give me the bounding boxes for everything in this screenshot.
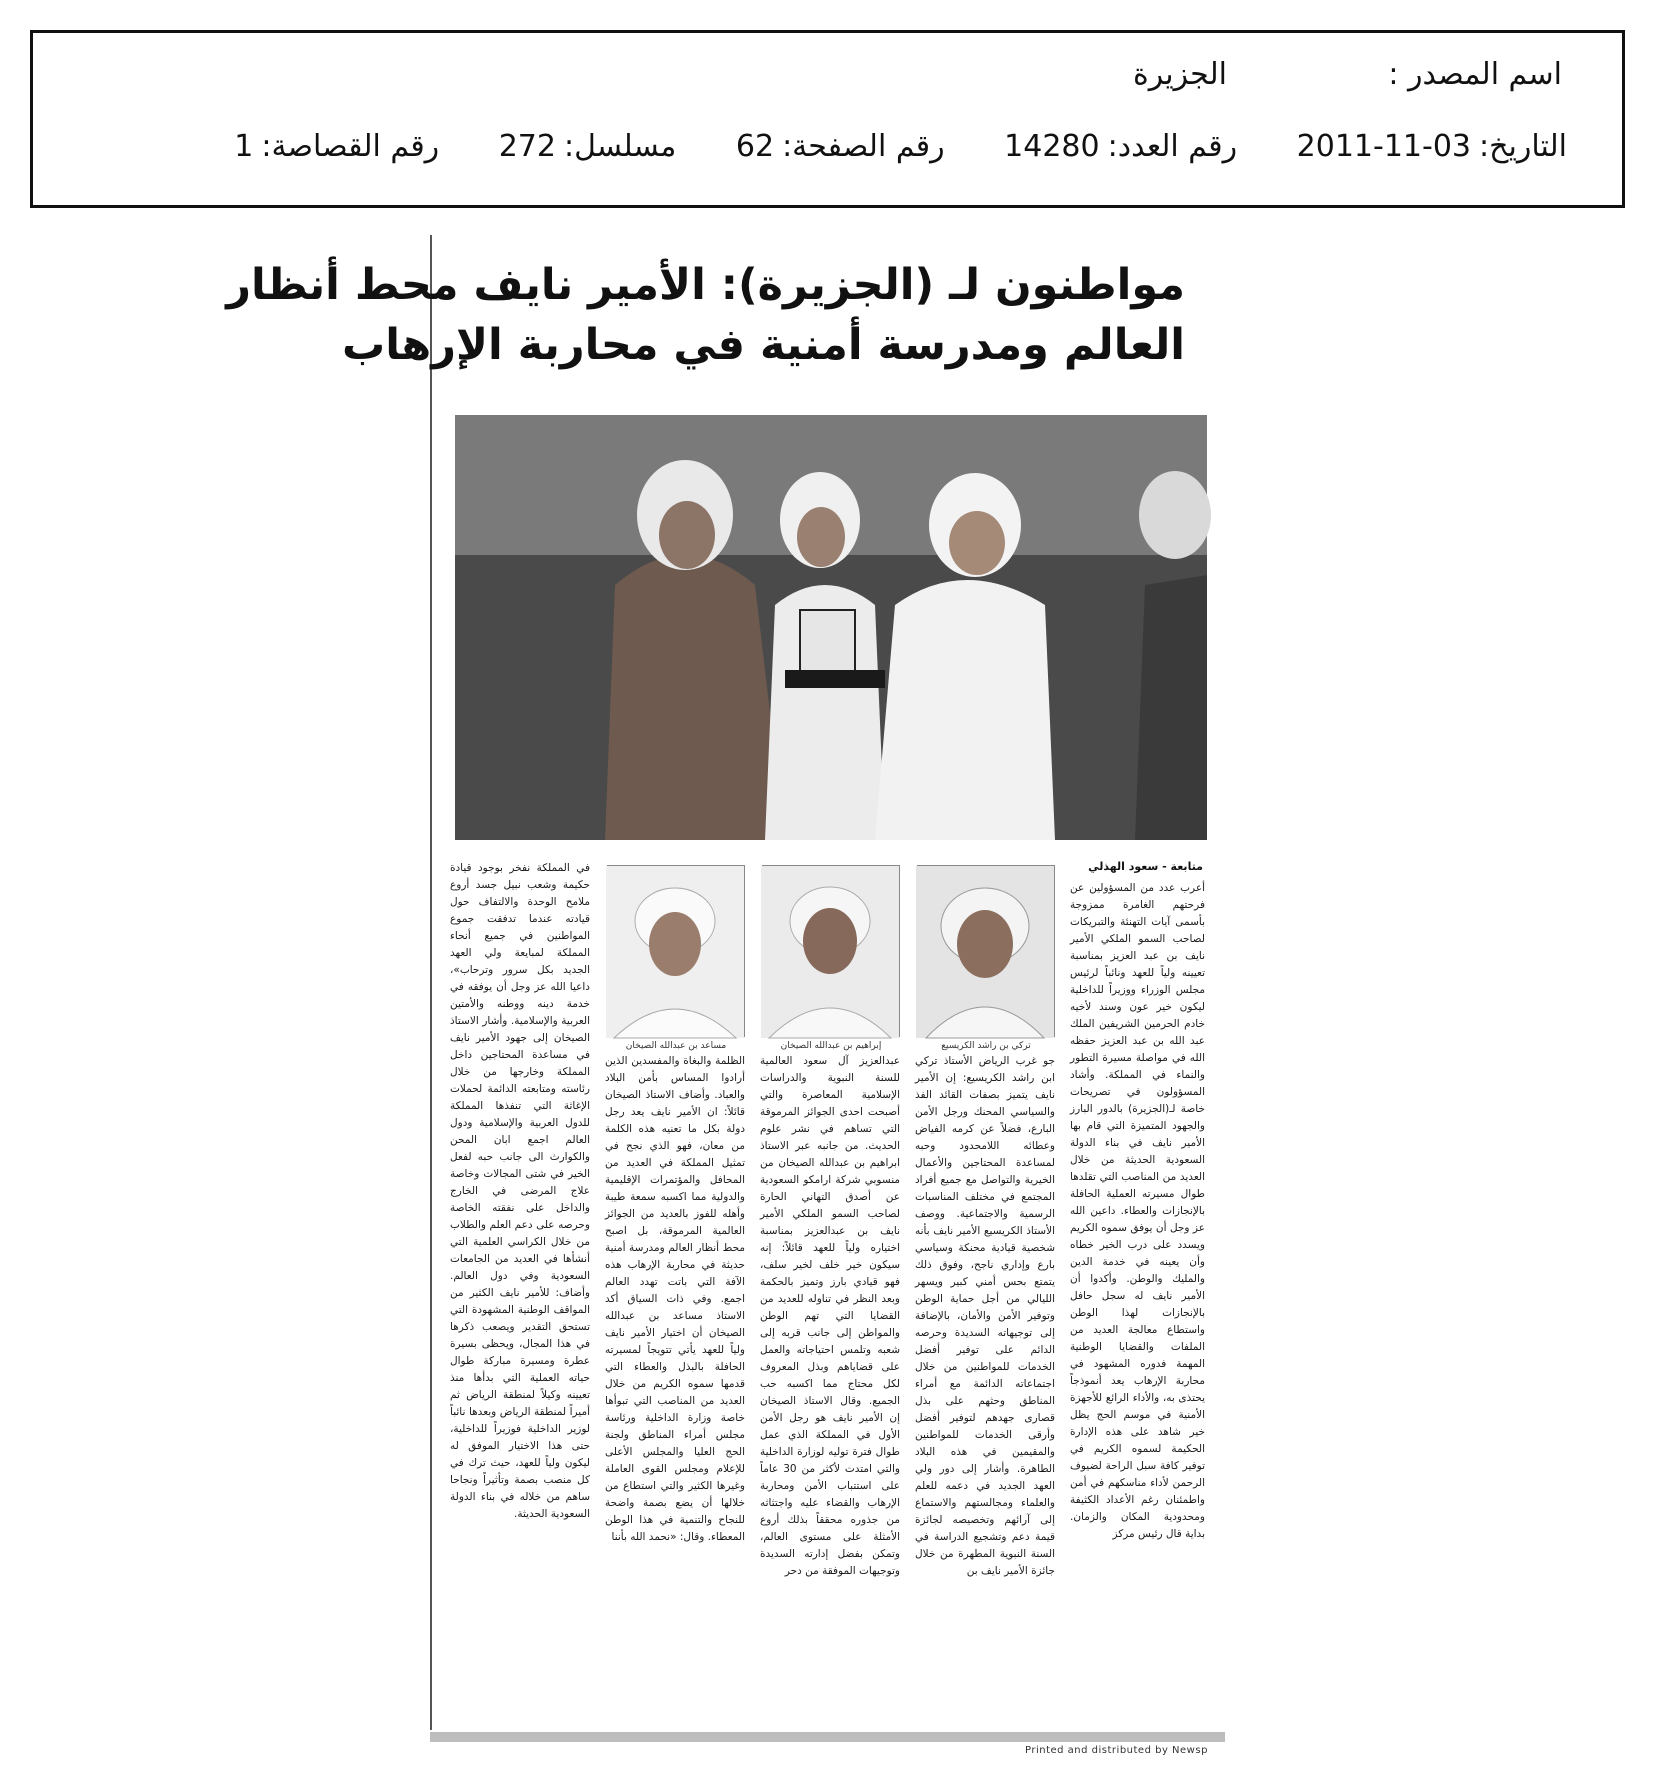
printed-by-note: Printed and distributed by Newsp — [1025, 1745, 1208, 1756]
article-column-2: جو غرب الرياض الأستاذ تركي ابن راشد الكريسيع: إن الأمير نايف يتميز بصفات القائد الفذ والسياسي المحنك ورجل الأمن البارع، فضلاً عن كرمه الفياض وعطائه اللامحدود وحبه لمساعدة المحتاجين والأعمال الخيرية والتواصل مع جميع أفراد المجتمع في مختلف المناسبات الرسمية والاجتماعية. ووصف الأستاذ الكريسيع الأمير نايف بأنه شخصية قيادية محنكة وسياسي بارع وإداري ناجح، وفوق ذلك يتمتع بحس أمني كبير ويسهر الليالي من أجل حماية الوطن وتوفير الأمن والأمان، بالإضافة إلى توجيهاته السديدة وحرصه الدائم على توفير أفضل الخدمات للمواطنين من خلال اجتماعاته الدائمة مع أمراء المناطق وحثهم على بذل قصارى جهدهم لتوفير أفضل وأرقى الخدمات للمواطنين والمقيمين في هذه البلاد الطاهرة. وأشار إلى دور ولي العهد الجديد في دعمه للعلم والعلماء ومجالستهم والاستماع إلى آرائهم وتخصيصه لجائزة قيمة دعم وتشجيع الدراسة في السنة النبوية المطهرة من خلال جائزة الأمير نايف بن — [915, 1055, 1055, 1577]
issue-label: رقم العدد: — [1107, 129, 1238, 164]
page-label: رقم الصفحة: — [782, 129, 945, 164]
issue-value: 14280 — [1004, 129, 1100, 164]
ceremony-photo-icon — [455, 415, 1207, 840]
main-photo — [455, 415, 1207, 840]
person-portrait-icon — [916, 866, 1054, 1038]
portrait-photo — [917, 865, 1055, 1037]
portrait-caption: إبراهيم بن عبدالله الصيخان — [780, 1041, 882, 1051]
headline-line-1: مواطنون لـ (الجزيرة): الأمير نايف محط أنظار — [226, 260, 1185, 310]
portrait-photo — [607, 865, 745, 1037]
date-label: التاريخ: — [1479, 129, 1567, 164]
article-byline: متابعة - سعود الهذلي — [1088, 860, 1203, 873]
clip-left-border — [430, 235, 432, 1730]
clip-number-value: 1 — [234, 129, 254, 164]
metadata-line — [234, 129, 1567, 164]
article-column-4: الظلمة والبغاة والمفسدين الذين أرادوا المساس بأمن البلاد والعباد. وأضاف الاستاذ الصيخان قائلاً: ان الأمير نايف يعد رجل دولة بكل ما تعنيه هذه الكلمة من معان، فهو الذي نجح في تمثيل المملكة في العديد من المحافل والمؤتمرات الإقليمية والدولية مما اكسبه سمعة طيبة وأهله للفوز بالعديد من الجوائز العالمية المرموقة، بل اصبح محط أنظار العالم ومدرسة أمنية حديثة في محاربة الإرهاب هذه الآفة التي باتت تهدد العالم اجمع. وفي ذات السياق أكد الاستاذ مساعد بن عبدالله الصيخان أن اختيار الأمير نايف ولياً للعهد يأتي تتويجاً لمسيرته الحافلة بالبذل والعطاء التي قدمها سموه الكريم من خلال العديد من المناصب التي تبوأها خاصة وزارة الداخلية ورئاسة مجلس أمراء المناطق ولجنة الحج العليا والمجلس الأعلى للإعلام ومجلس القوى العاملة وغيرها الكثير والتي استطاع من خلالها أن يضع بصمة واضحة للنجاح والتنمية في هذا الوطن المعطاء. وقال: «نحمد الله بأننا — [605, 1055, 745, 1543]
person-portrait-icon — [761, 866, 899, 1038]
article-headline — [226, 255, 1185, 375]
date-value: 2011-11-03 — [1296, 129, 1472, 164]
article-column-5: في المملكة نفخر بوجود قيادة حكيمة وشعب نبيل جسد أروع ملامح الوحدة والالتفاف حول قيادته عندما تدفقت جموع المواطنين في جميع أنحاء المملكة لمبايعة ولي العهد الجديد بكل سرور وترحاب»، داعيا الله عز وجل أن يوفقه في خدمة دينه ووطنه والأمتين العربية والإسلامية. وأشار الاستاذ الصيخان إلى جهود الأمير نايف في مساعدة المحتاجين داخل المملكة وخارجها من خلال رئاسته ومتابعته الدائمة لحملات الإغاثة التي تنفذها المملكة للدول العربية والإسلامية ودول العالم اجمع ابان المحن والكوارث الى جانب حبه لفعل الخير في شتى المجالات وخاصة علاج المرضى في الخارج والداخل على نفقته الخاصة وحرصه على دعم العلم والطلاب من خلال الكراسي العلمية التي أنشأها في العديد من الجامعات السعودية وفي دول العالم. وأضاف: للأمير نايف الكثير من المواقف الوطنية المشهودة التي تستحق التقدير ويصعب ذكرها في هذا المجال، ويحظى بسيرة عطرة ومسيرة مباركة طوال حياته العملية التي بدأها منذ تعيينه وكيلاً لمنطقة الرياض ثم أميراً لمنطقة الرياض وبعدها نائباً لوزير الداخلية فوزيراً للداخلية، حتى هذا الاختيار الموفق له ليكون ولياً للعهد، حيث ترك في كل منصب بصمة وتأثيراً ونجاحا ساهم من خلاله في بناء الدولة السعودية الحديثة. — [450, 862, 590, 1520]
source-value: الجزيرة — [1132, 57, 1227, 92]
serial-label: مسلسل: — [563, 129, 677, 164]
clip-number-label: رقم القصاصة: — [261, 129, 440, 164]
article-column-3: عبدالعزيز آل سعود العالمية للسنة النبوية والدراسات الإسلامية المعاصرة والتي أصبحت احدى الجوائز المرموقة التي تساهم في نشر علوم الحديث. من جانبه عبر الاستاذ ابراهيم بن عبدالله الصيخان من منسوبي شركة ارامكو السعودية عن أصدق التهاني الحارة لصاحب السمو الملكي الأمير نايف بن عبدالعزيز بمناسبة اختياره ولياً للعهد قائلاً: إنه سيكون خير خلف لخير سلف، فهو قيادي بارز وتميز بالحكمة وبعد النظر في تناوله للعديد من القضايا التي تهم الوطن والمواطن إلى جانب قربه إلى شعبه وتلمس احتياجاته والعمل على قضاياهم وبذل المعروف لكل محتاج مما اكسبه حب الجميع. وقال الاستاذ الصيخان إن الأمير نايف هو رجل الأمن الأول في المملكة الذي عمل طوال فترة توليه لوزارة الداخلية والتي امتدت لأكثر من 30 عاماً على استتباب الأمن ومحاربة الإرهاب والقضاء عليه واجتثاثه من جذوره محققاً بذلك أروع الأمثلة على مستوى العالم، وتمكن بفضل إدارته السديدة وتوجيهات الموفقة من دحر — [760, 1055, 900, 1577]
portrait-caption: تركي بن راشد الكريسيع — [941, 1041, 1031, 1051]
article-column-1: أعرب عدد من المسؤولين عن فرحتهم الغامرة ممزوجة بأسمى آيات التهنئة والتبريكات لصاحب السمو الملكي الأمير نايف بن عبد العزيز بمناسبة تعيينه ولياً للعهد ونائباً لرئيس مجلس الوزراء ووزيراً للداخلية ليكون خير عون وسند لأخيه خادم الحرمين الشريفين الملك عبد الله بن عبد العزيز حفظه الله في مواصلة مسيرة التطور والنماء في المملكة. وأشاد المسؤولون في تصريحات خاصة لـ(الجزيرة) بالدور البارز والجهود المتميزة التي قام بها الأمير نايف في بناء الدولة السعودية الحديثة من خلال العديد من المناصب التي تقلدها طوال مسيرته العملية الحافلة بالإنجازات والعطاء. داعين الله عز وجل أن يوفق سموه الكريم ويسدد على درب الخير خطاه وأن يعينه في خدمة الدين والمليك والوطن. وأكدوا أن الأمير نايف له سجل حافل بالإنجازات لهذا الوطن واستطاع معالجة العديد من الملفات والقضايا الوطنية المهمة فدوره المشهود في محاربة الإرهاب يعد أنموذجاً يحتذى به، والأداء الرائع للأجهزة الأمنية في موسم الحج يظل خير شاهد على هذه الإدارة الحكيمة لسموه الكريم في توفير كافة سبل الراحة لضيوف الرحمن لأداء مناسكهم في أمن واطمئنان رغم الأعداد الكثيفة ومحدودية المكان والزمان. بداية قال رئيس مركز — [1070, 882, 1205, 1540]
newspaper-clipping — [226, 235, 1225, 1765]
clipping-metadata-box — [30, 30, 1625, 208]
source-label: اسم المصدر : — [1388, 57, 1562, 92]
portrait-caption: مساعد بن عبدالله الصيخان — [625, 1041, 727, 1051]
headline-line-2: العالم ومدرسة أمنية في محاربة الإرهاب — [342, 320, 1185, 370]
portrait-photo — [762, 865, 900, 1037]
page-value: 62 — [735, 129, 775, 164]
clip-bottom-bar — [430, 1732, 1225, 1742]
person-portrait-icon — [606, 866, 744, 1038]
serial-value: 272 — [498, 129, 556, 164]
